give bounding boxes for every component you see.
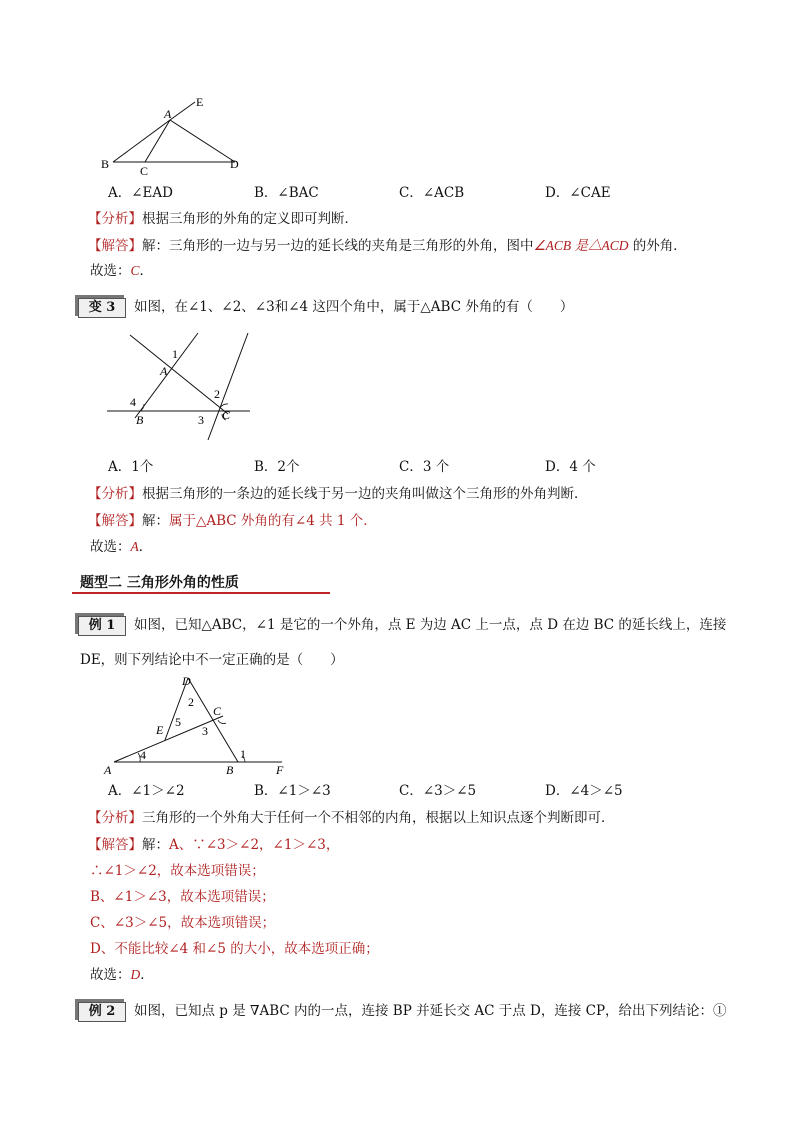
choose-end: ． — [139, 263, 154, 279]
label-F: F — [276, 763, 284, 777]
answer-tag: 【解答】 — [88, 238, 142, 254]
analysis-line — [88, 210, 358, 228]
example-1-option-a: A．∠1＞∠2 — [108, 783, 185, 799]
variant-3-analysis — [88, 485, 588, 503]
example-2-stem: 如图，已知点 p 是 ∇ABC 内的一点，连接 BP 并延长交 AC 于点 D，连接 CP，给出下列结论：① — [134, 1003, 727, 1019]
analysis-tag: 【分析】 — [88, 810, 142, 826]
example-1-badge: 例 1 — [78, 616, 126, 636]
label-3: 3 — [198, 413, 204, 427]
analysis-text: 三角形的一个外角大于任何一个不相邻的内角，根据以上知识点逐个判断即可． — [142, 810, 615, 826]
label-4: 4 — [130, 395, 136, 409]
figure-angles-1-4 — [100, 330, 260, 450]
choose-value: A — [130, 539, 139, 554]
analysis-text: 根据三角形的一条边的延长线于另一边的夹角叫做这个三角形的外角判断． — [142, 486, 588, 502]
label-5: 5 — [175, 715, 181, 729]
answer-highlight: ∠ACB 是△ACD — [533, 238, 629, 253]
section-underline — [72, 592, 330, 594]
example-2-badge: 例 2 — [78, 1002, 126, 1022]
choose-value: D — [130, 967, 141, 982]
label-E: E — [196, 95, 204, 109]
label-D: D — [230, 157, 239, 171]
choose-line — [90, 262, 153, 280]
variant-3-choose — [90, 538, 152, 556]
label-B: B — [136, 413, 144, 427]
analysis-text: 根据三角形的外角的定义即可判断． — [142, 211, 358, 227]
label-D: D — [182, 674, 191, 688]
option-c: C．∠ACB — [399, 185, 465, 201]
variant-3-stem: 如图，在∠1、∠2、∠3和∠4 这四个角中，属于△ABC 外角的有（ ） — [134, 299, 574, 315]
label-C: C — [140, 164, 149, 178]
label-4: 4 — [140, 748, 146, 762]
answer-line — [88, 237, 687, 255]
answer-step-3: B、∠1＞∠3，故本选项错误； — [90, 889, 275, 905]
example-1-answer — [88, 836, 339, 854]
answer-tag: 【解答】 — [88, 513, 142, 529]
variant-3-answer — [88, 512, 377, 530]
answer-step-1: A、∵∠3＞∠2，∠1＞∠3， — [169, 837, 340, 853]
label-B: B — [101, 157, 110, 171]
analysis-tag: 【分析】 — [88, 486, 142, 502]
answer-step-4: C、∠3＞∠5，故本选项错误； — [90, 915, 276, 931]
example-1-analysis — [88, 809, 615, 827]
label-2: 2 — [188, 695, 194, 709]
variant-3-option-a: A．1个 — [108, 459, 154, 475]
choose-end: ． — [140, 967, 154, 983]
example-1-stem-line2: DE，则下列结论中不一定正确的是（ ） — [80, 652, 344, 668]
label-A: A — [160, 364, 168, 378]
label-A: A — [104, 763, 112, 777]
variant-3-option-c: C．3 个 — [399, 459, 450, 475]
answer-text-end: 的外角． — [628, 238, 687, 254]
label-2: 2 — [214, 387, 220, 401]
answer-step-2: ∴∠1＞∠2，故本选项错误； — [90, 863, 265, 879]
choose-label: 故选： — [90, 539, 131, 555]
variant-3-option-b: B．2个 — [254, 459, 300, 475]
answer-text: 解：三角形的一边与另一边的延长线的夹角是三角形的外角，图中 — [142, 238, 534, 254]
label-B: B — [226, 763, 234, 777]
analysis-tag: 【分析】 — [88, 211, 142, 227]
choose-value: C — [130, 263, 140, 278]
label-3: 3 — [202, 724, 208, 738]
variant-3-badge: 变 3 — [78, 298, 126, 318]
label-C: C — [213, 704, 222, 718]
answer-step-5: D、不能比较∠4 和∠5 的大小，故本选项正确； — [90, 941, 379, 957]
example-1-choose — [90, 966, 154, 984]
variant-3-option-d: D．4 个 — [545, 459, 596, 475]
example-1-option-d: D．∠4＞∠5 — [545, 783, 623, 799]
example-1-option-b: B．∠1＞∠3 — [254, 783, 331, 799]
answer-text: 属于△ABC 外角的有∠4 共 1 个． — [169, 513, 377, 529]
figure-triangle-abc-de — [100, 670, 300, 780]
label-1: 1 — [240, 747, 246, 761]
label-E: E — [156, 723, 164, 737]
answer-prefix: 解： — [142, 837, 169, 853]
choose-label: 故选： — [90, 967, 131, 983]
figure-triangle-abcd — [95, 95, 255, 180]
option-d: D．∠CAE — [545, 185, 611, 201]
label-A: A — [164, 107, 172, 121]
answer-prefix: 解： — [142, 513, 169, 529]
label-1: 1 — [172, 347, 178, 361]
example-1-stem-line1: 如图，已知△ABC，∠1 是它的一个外角，点 E 为边 AC 上一点，点 D 在边 BC 的延长线上，连接 — [134, 617, 727, 633]
choose-label: 故选： — [90, 263, 131, 279]
section-title: 题型二 三角形外角的性质 — [80, 575, 239, 591]
example-1-option-c: C．∠3＞∠5 — [399, 783, 477, 799]
option-a: A．∠EAD — [108, 185, 173, 201]
label-C: C — [222, 408, 231, 422]
option-b: B．∠BAC — [254, 185, 319, 201]
choose-end: ． — [138, 539, 153, 555]
answer-tag: 【解答】 — [88, 837, 142, 853]
